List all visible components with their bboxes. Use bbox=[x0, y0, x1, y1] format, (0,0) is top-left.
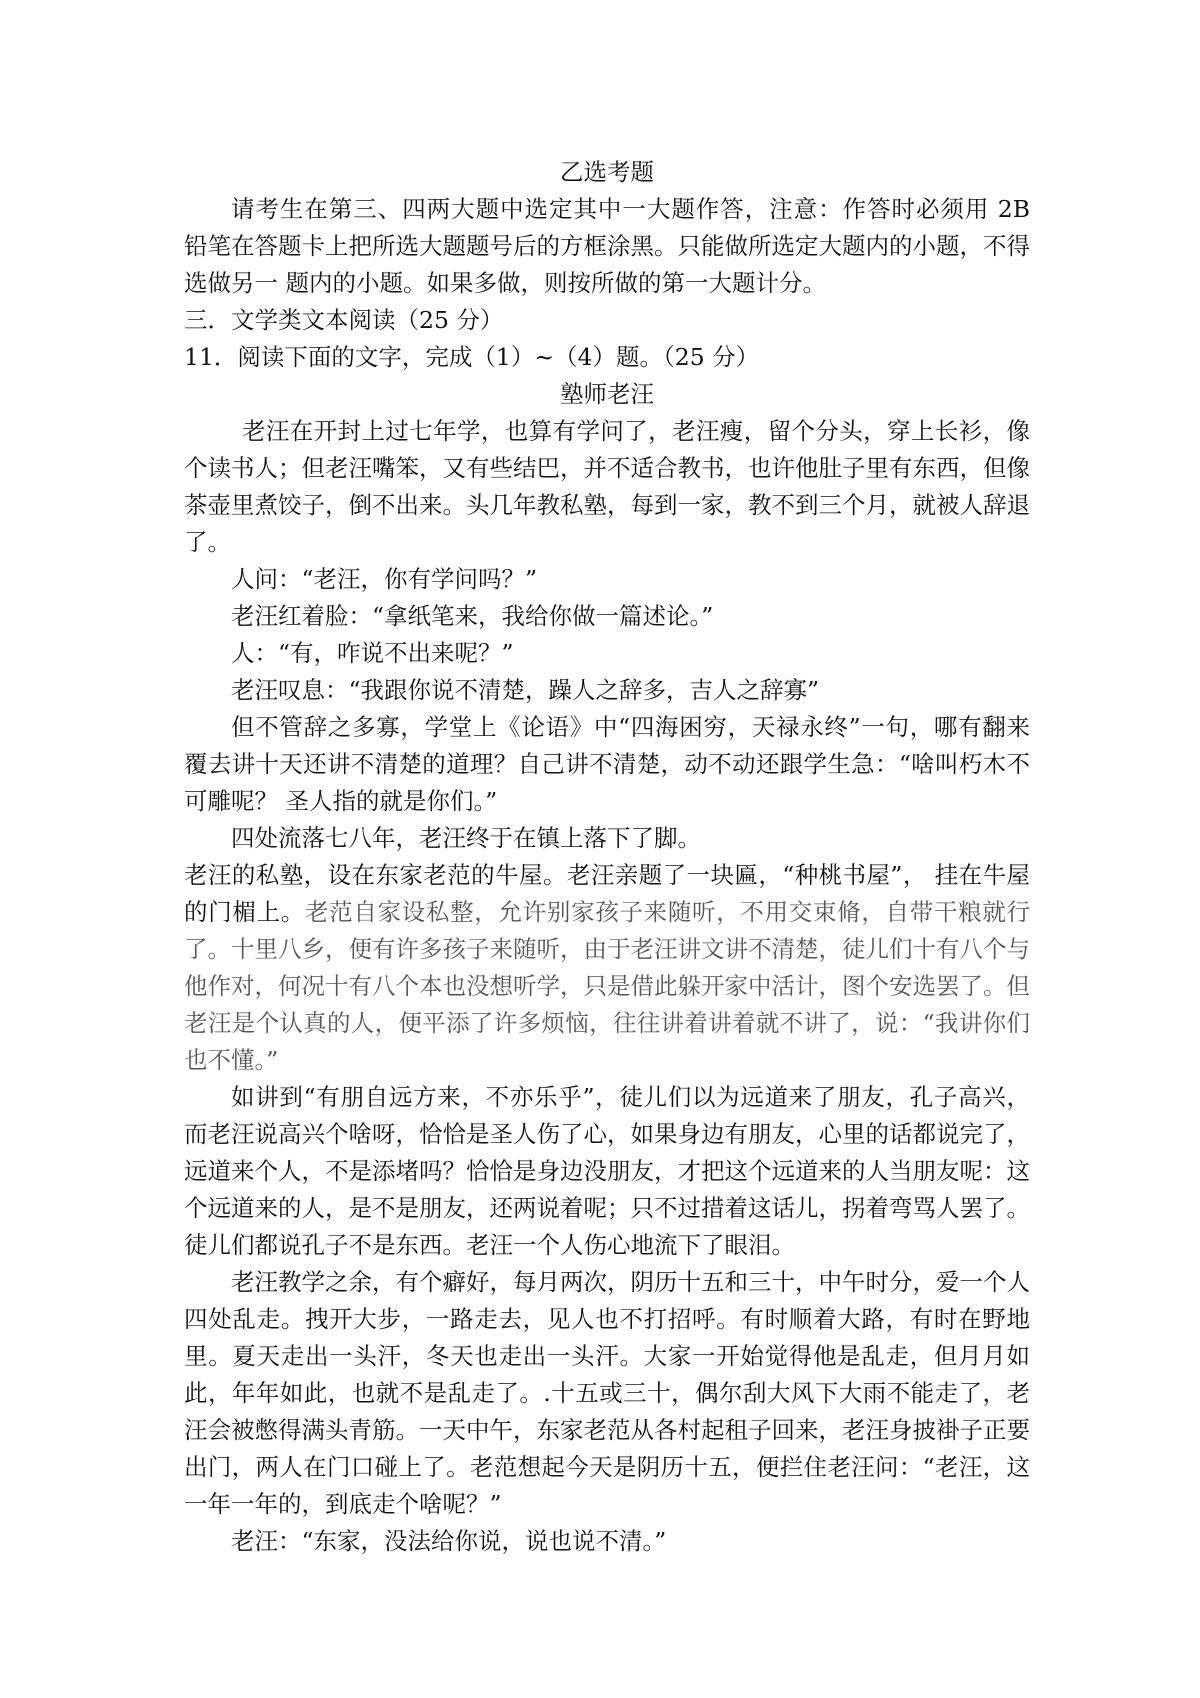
instructions-paragraph: 请考生在第三、四两大题中选定其中一大题作答，注意：作答时必须用 2B 铅笔在答题卡上把所选大题题号后的方框涂黑。只能做所选定大题内的小题，不得选做另一 题内的小题。如果多做，则按所做的第一大题计分。 bbox=[184, 195, 1030, 297]
story-paragraph: 老汪：“东家，没法给你说，说也说不清。” bbox=[231, 1527, 667, 1555]
story-paragraph: 人：“有，咋说不出来呢？” bbox=[231, 639, 514, 667]
section-title: 乙选考题 bbox=[560, 158, 654, 186]
story-paragraph: 老汪在开封上过七年学，也算有学问了，老汪瘦，留个分头，穿上长衫，像个读书人；但老汪嘴笨，又有些结巴，并不适合教书，也许他肚子里有东西，但像茶壶里煮饺子，倒不出来。头几年教私塾，每到一家，教不到三个月，就被人辞退了。 bbox=[184, 417, 1030, 556]
exam-page bbox=[184, 154, 1030, 1560]
story-paragraph: 人问：“老汪，你有学问吗？” bbox=[231, 565, 538, 593]
story-paragraph: 四处流落七八年，老汪终于在镇上落下了脚。 bbox=[231, 824, 701, 852]
story-paragraph: 老汪叹息：“我跟你说不清楚，躁人之辞多，吉人之辞寡” bbox=[231, 676, 820, 704]
story-paragraph: 老汪教学之余，有个癖好，每月两次，阴历十五和三十，中午时分，爱一个人四处乱走。拽开大步，一路走去，见人也不打招呼。有时顺着大路，有时在野地里。夏天走出一头汗，冬天也走出一头汗。大家一开始觉得他是乱走，但月月如此，年年如此，也就不是乱走了。.十五或三十，偶尔刮大风下大雨不能走了，老汪会被憋得满头青筋。一天中午，东家老范从各村起租子回来，老汪身披褂子正要出门，两人在门口碰上了。老范想起今天是阴历十五，便拦住老汪问：“老汪，这一年一年的，到底走个啥呢？” bbox=[184, 1268, 1030, 1518]
story-paragraph: 如讲到“有朋自远方来，不亦乐乎”，徒儿们以为远道来了朋友，孔子高兴，而老汪说高兴个啥呀，恰恰是圣人伤了心，如果身边有朋友，心里的话都说完了，远道来个人，不是添堵吗？恰恰是身边没朋友，才把这个远道来的人当朋友呢：这个远道来的人，是不是朋友，还两说着呢；只不过措着这话儿，拐着弯骂人罢了。徒儿们都说孔子不是东西。老汪一个人伤心地流下了眼泪。 bbox=[184, 1083, 1030, 1259]
part-heading: 三．文学类文本阅读（25 分） bbox=[184, 306, 504, 334]
story-paragraph: 老汪红着脸：“拿纸笔来，我给你做一篇述论。” bbox=[231, 602, 714, 630]
question-heading: 11．阅读下面的文字，完成（1）~（4）题。（25 分） bbox=[184, 343, 760, 371]
story-paragraph bbox=[184, 857, 1030, 1079]
story-title: 塾师老汪 bbox=[560, 380, 654, 408]
story-sentence: 老汪的私塾，设在东家老范的牛屋。老汪亲题了一块匾，“种桃书屋”， 挂在牛屋的门楣上。 bbox=[184, 861, 1030, 926]
story-paragraph: 但不管辞之多寡，学堂上《论语》中“四海困穷，天禄永终”一句，哪有翻来覆去讲十天还讲不清楚的道理？自己讲不清楚，动不动还跟学生急：“啥叫朽木不可雕呢？ 圣人指的就是你们。” bbox=[184, 713, 1030, 815]
story-sentence-gray: 老范自家设私整，允许别家孩子来随听，不用交束脩，自带干粮就行了。十里八乡，便有许多孩子来随听，由于老汪讲文讲不清楚，徒儿们十有八个与他作对，何况十有八个本也没想听学，只是借此躲开家中活计，图个安选罢了。但老汪是个认真的人，便平添了许多烦恼，往往讲着讲着就不讲了，说：“我讲你们也不懂。” bbox=[184, 898, 1031, 1074]
